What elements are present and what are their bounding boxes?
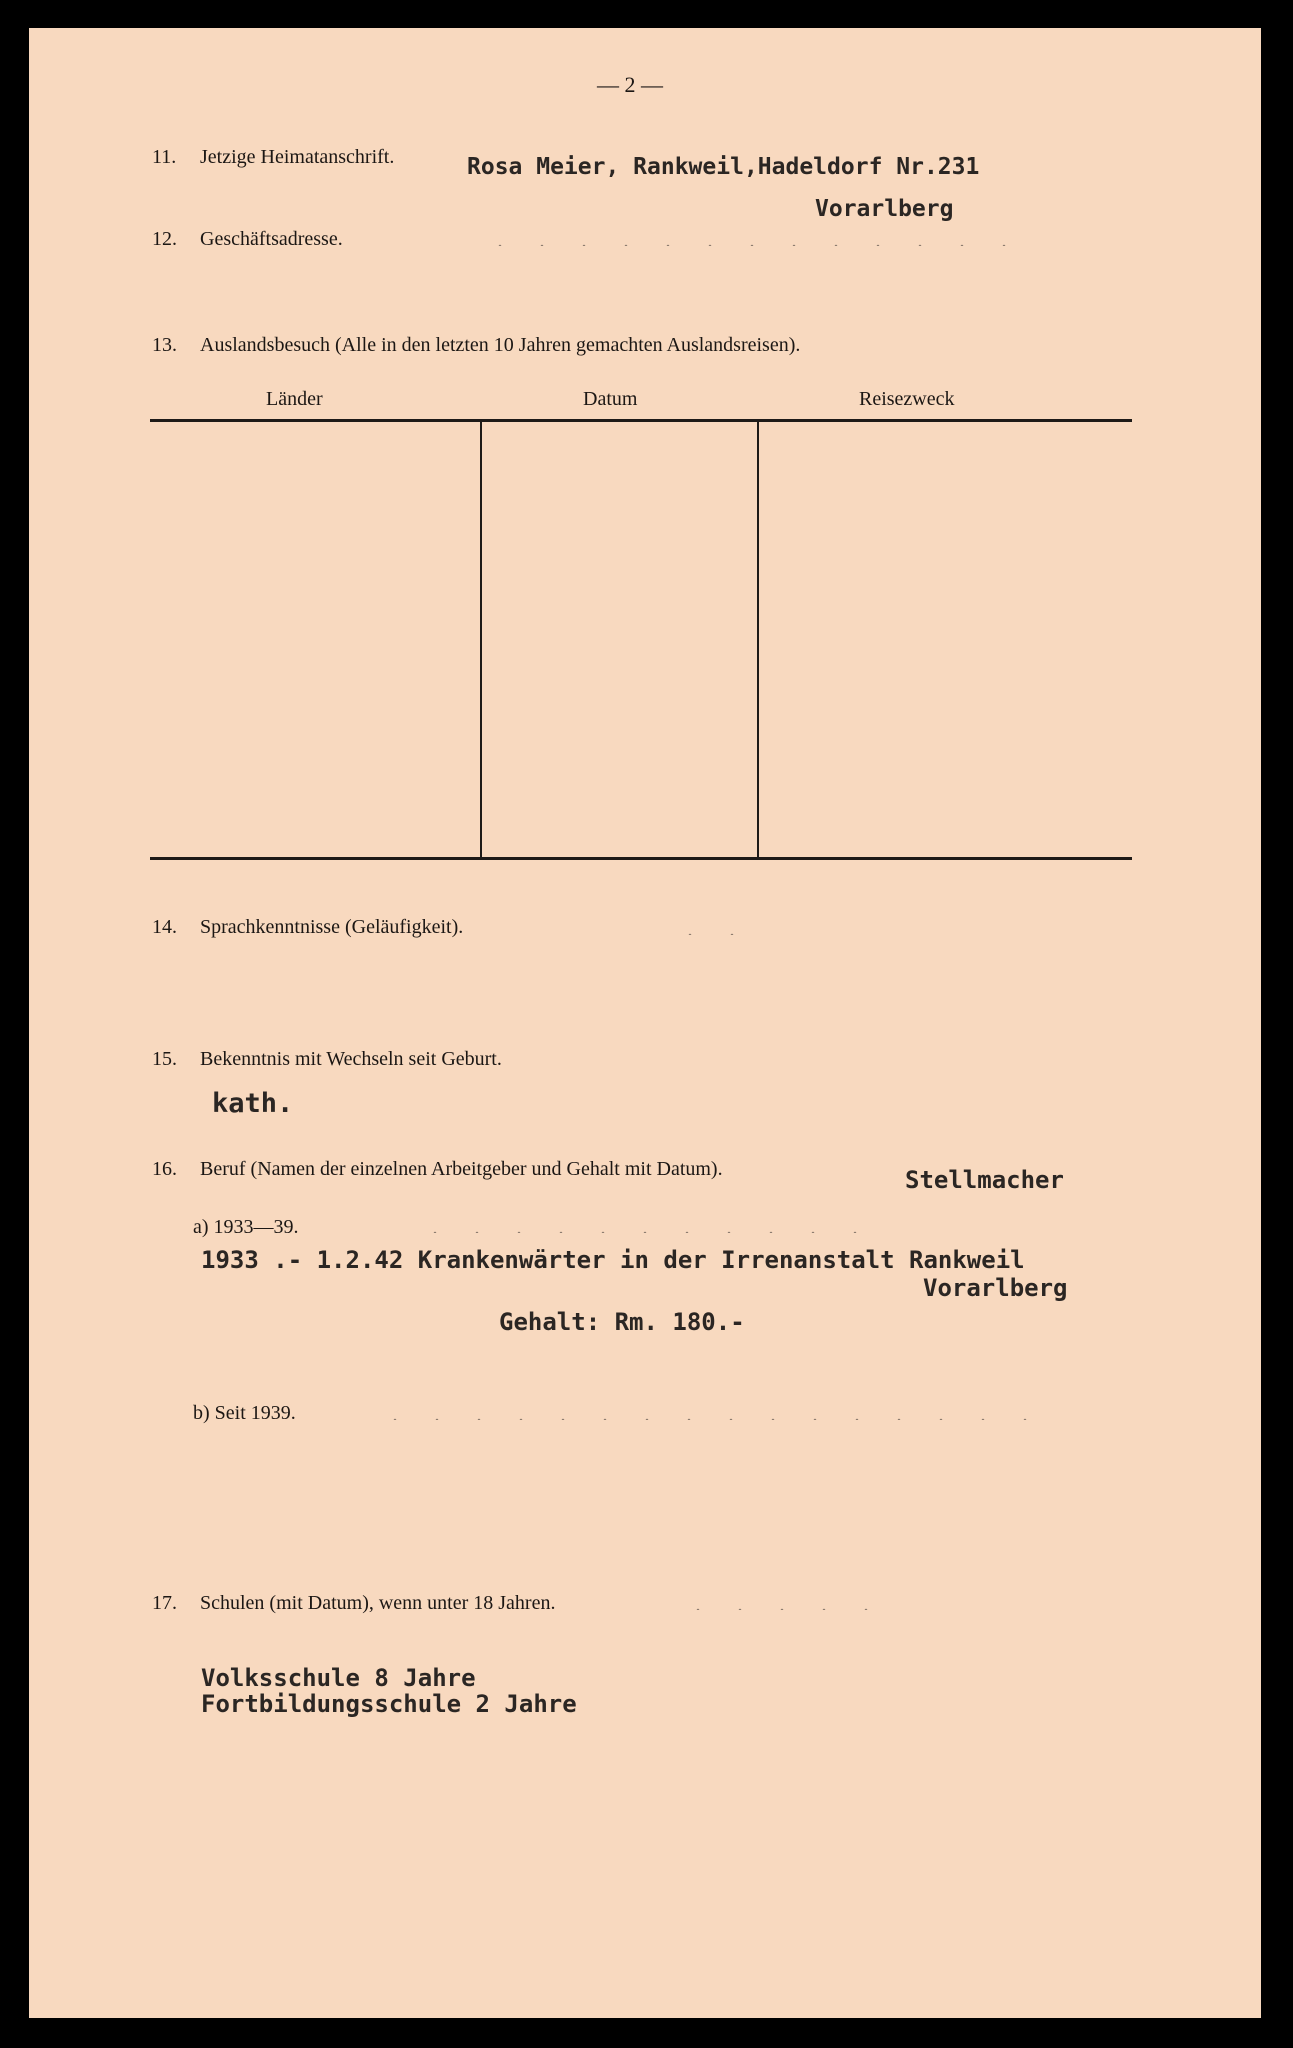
item-label: Schulen (mit Datum), wenn unter 18 Jahren. [200,1592,556,1614]
item-number: 11. [152,146,177,168]
typed-employment-line1: 1933 .- 1.2.42 Krankenwärter in der Irrenanstalt Rankweil [201,1246,1025,1274]
item-label: Beruf (Namen der einzelnen Arbeitgeber und Gehalt mit Datum). [200,1158,723,1180]
dotted-fill-line [677,1608,877,1610]
typed-address-line1: Rosa Meier, Rankweil,Hadeldorf Nr.231 [467,154,980,180]
typed-school-line1: Volksschule 8 Jahre [201,1664,476,1692]
table-bottom-rule [150,857,1132,860]
dotted-fill-line [669,933,749,935]
item-16b: b) Seit 1939. [193,1402,296,1424]
item-number: 16. [152,1158,177,1180]
table-header-date: Datum [583,388,638,410]
document-page [29,28,1261,2018]
item-number: 17. [152,1592,177,1614]
item-number: 12. [152,228,177,250]
table-column-divider-2 [757,421,759,857]
dotted-fill-line [414,1231,894,1233]
typed-religion: kath. [212,1088,294,1119]
item-number: 15. [152,1048,177,1070]
item-number: 14. [152,916,177,938]
item-label: Bekenntnis mit Wechseln seit Geburt. [200,1048,502,1070]
table-header-countries: Länder [266,388,323,410]
item-number: 13. [152,334,177,356]
typed-address-line2: Vorarlberg [815,196,954,222]
item-label: Sprachkenntnisse (Geläufigkeit). [200,916,464,938]
typed-school-line2: Fortbildungsschule 2 Jahre [201,1690,577,1718]
typed-employment-line2: Vorarlberg [923,1274,1068,1302]
page-number: — 2 — [597,72,663,97]
item-16a: a) 1933—39. [193,1216,299,1238]
dotted-fill-line [479,244,1039,246]
typed-salary: Gehalt: Rm. 180.- [499,1308,745,1336]
item-label: Auslandsbesuch (Alle in den letzten 10 Jahren gemachten Auslandsreisen). [200,334,801,356]
item-label: Geschäftsadresse. [200,228,343,250]
table-column-divider-1 [480,421,482,857]
dotted-fill-line [374,1418,1034,1420]
table-header-purpose: Reisezweck [859,388,955,410]
table-top-rule [150,419,1132,422]
item-label: Jetzige Heimatanschrift. [200,146,395,168]
typed-profession: Stellmacher [905,1166,1064,1194]
